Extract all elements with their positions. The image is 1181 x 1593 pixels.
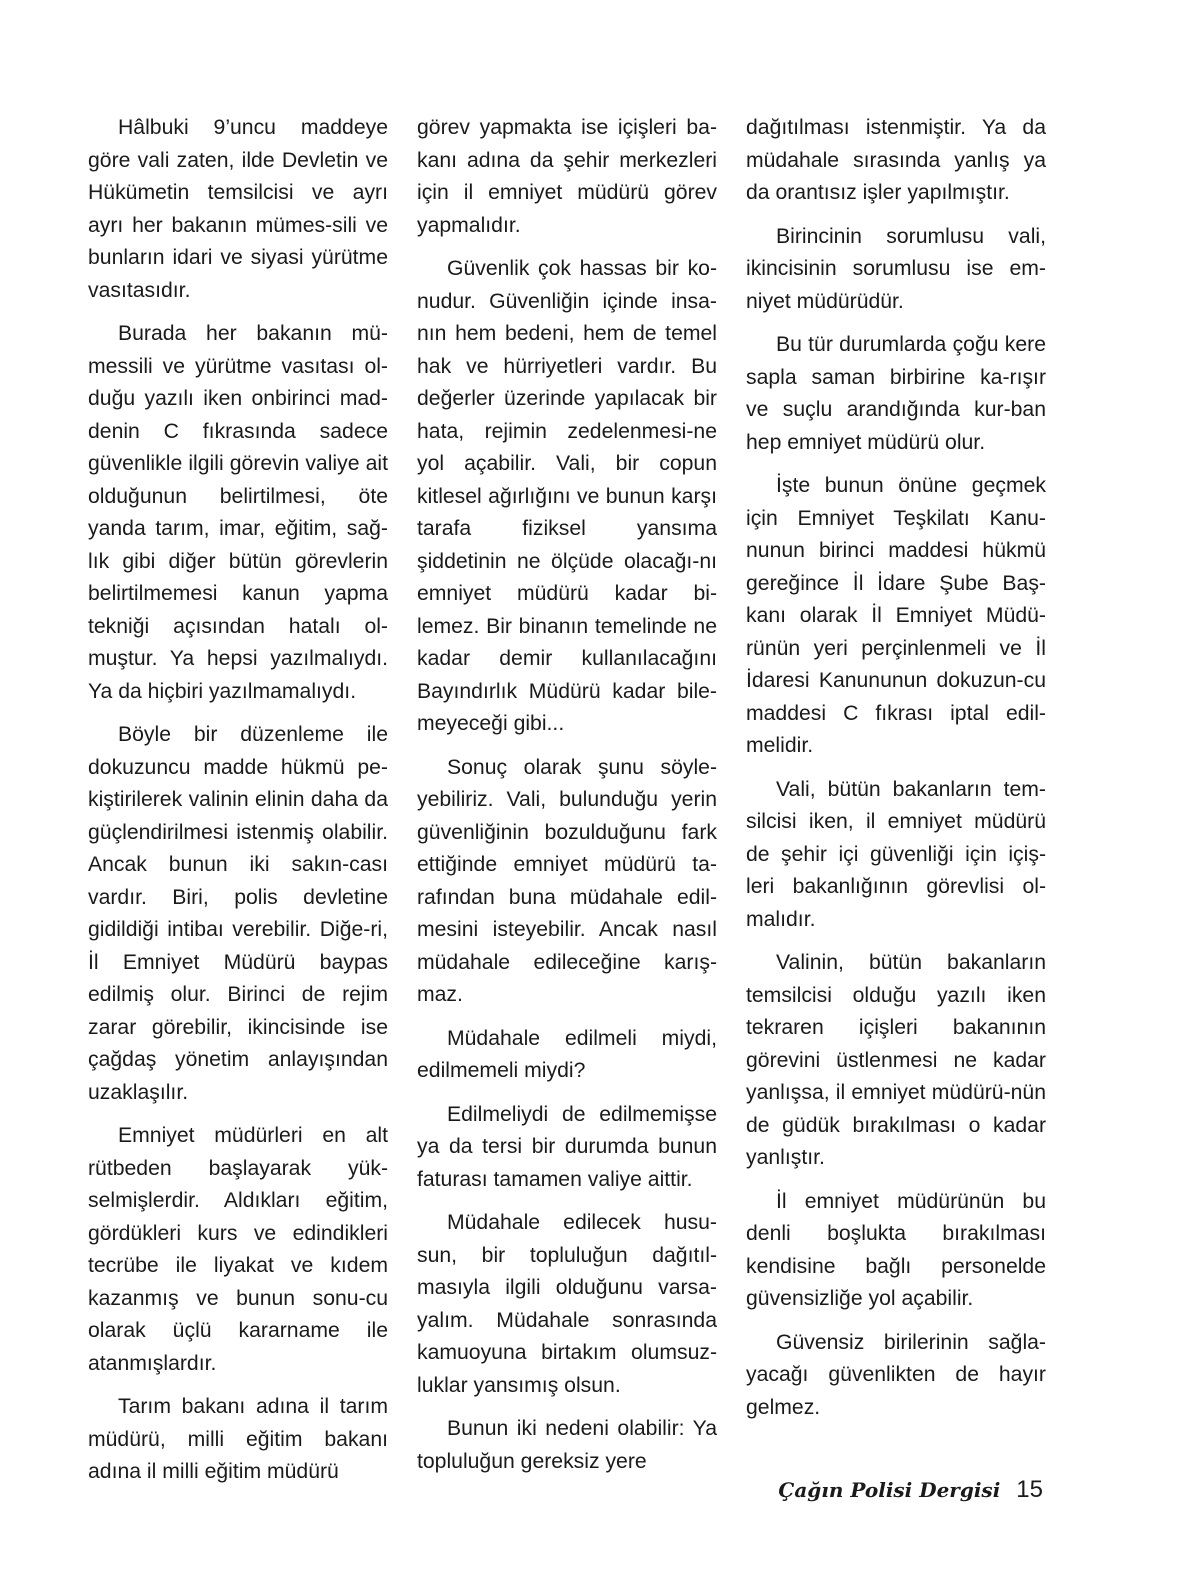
paragraph: İl emniyet müdürünün bu denli boşlukta bırakılması kendisine bağlı personelde güvensizliğe yol açabilir. [746,1189,1046,1310]
paragraph-continued: dağıtılması istenmiştir. Ya da müdahale sırasında yanlış ya da orantısız işler yapılmıştır. [746,116,1046,204]
text-column-1 [88,112,388,1500]
paragraph: Birincinin sorumlusu vali, ikincisinin sorumlusu ise em-niyet müdürüdür. [746,224,1046,313]
paragraph: Müdahale edilecek husu-sun, bir topluluğun dağıtıl-masıyla ilgili olduğunu varsa-yalım. Müdahale sonrasında kamuoyuna birtakım olumsuz-luklar yansımış olsun. [417,1211,717,1397]
paragraph: Vali, bütün bakanların tem-silcisi iken, il emniyet müdürü de şehir içi güvenliği için içiş-leri bakanlığının görevlisi ol-malıdır. [746,777,1046,931]
text-column-2 [417,112,717,1489]
paragraph: Bu tür durumlarda çoğu kere sapla saman birbirine ka-rışır ve suçlu arandığında kur-ban hep emniyet müdürü olur. [746,333,1046,454]
paragraph: Güvenlik çok hassas bir ko-nudur. Güvenliğin içinde insa-nın hem bedeni, hem de temel hak ve hürriyetleri vardır. Bu değerler üzerinde yapılacak bir hata, rejimin zedelenmesi-ne yol açabilir. Vali, bir copun kitlesel ağırlığını ve bunun karşı tarafa fiziksel yansıma şiddetinin ne ölçüde olacağı-nı emniyet müdürü kadar bi-lemez. Bir binanın temelinde ne kadar demir kullanılacağını Bayındırlık Müdürü kadar bile-meyeceği gibi... [417,257,717,735]
paragraph: Valinin, bütün bakanların temsilcisi olduğu yazılı iken tekraren içişleri bakanının görevini üstlenmesi ne kadar yanlışsa, il emniyet müdürü-nün de güdük bırakılması o kadar yanlıştır. [746,951,1046,1169]
paragraph: Burada her bakanın mü-messili ve yürütme vasıtası ol-duğu yazılı iken onbirinci mad-denin C fıkrasında sadece güvenlikle ilgili görevin valiye ait olduğunun belirtilmesi, öte yanda tarım, imar, eğitim, sağ-lık gibi diğer bütün görevlerin belirtilmemesi kanun yapma tekniği açısından hatalı ol-muştur. Ya hepsi yazılmalıydı. Ya da hiçbiri yazılmamalıydı. [88,322,388,703]
paragraph: Tarım bakanı adına il tarım müdürü, milli eğitim bakanı adına il milli eğitim müdürü [88,1395,388,1483]
paragraph-continued: görev yapmakta ise içişleri ba-kanı adına da şehir merkezleri için il emniyet müdürü görev yapmalıdır. [417,116,717,237]
paragraph: Sonuç olarak şunu söyle-yebiliriz. Vali, bulunduğu yerin güvenliğinin bozulduğunu fark ettiğinde emniyet müdürü ta-rafından buna müdahale edil-mesini isteyebilir. Ancak nasıl müdahale edileceğine karış-maz. [417,755,717,1006]
paragraph: Müdahale edilmeli miydi, edilmemeli miydi? [417,1026,717,1082]
paragraph: Emniyet müdürleri en alt rütbeden başlayarak yük-selmişlerdir. Aldıkları eğitim, gördükleri kurs ve edindikleri tecrübe ile liyakat ve kıdem kazanmış ve bunun sonu-cu olarak üçlü kararname ile atanmışlardır. [88,1124,388,1375]
paragraph: Hâlbuki 9’uncu maddeye göre vali zaten, ilde Devletin ve Hükümetin temsilcisi ve ayrı ayrı her bakanın mümes-sili ve bunların idari ve siyasi yürütme vasıtasıdır. [88,116,388,302]
page-footer [778,1476,1043,1504]
paragraph: Bunun iki nedeni olabilir: Ya topluluğun gereksiz yere [417,1417,717,1473]
paragraph: Edilmeliydi de edilmemişse ya da tersi bir durumda bunun faturası tamamen valiye aittir. [417,1102,717,1191]
page-number: 15 [1016,1476,1043,1503]
magazine-name: Çağın Polisi Dergisi [778,1478,1001,1502]
paragraph: Güvensiz birilerinin sağla-yacağı güvenlikten de hayır gelmez. [746,1330,1046,1419]
paragraph: İşte bunun önüne geçmek için Emniyet Teşkilatı Kanu-nunun birinci maddesi hükmü gereğince İl İdare Şube Baş-kanı olarak İl Emniyet Müdü-rünün yeri perçinlenmeli ve İl İdaresi Kanununun dokuzun-cu maddesi C fıkrası iptal edil-melidir. [746,474,1046,757]
text-column-3 [746,112,1046,1435]
paragraph: Böyle bir düzenleme ile dokuzuncu madde hükmü pe-kiştirilerek valinin elinin daha da güçlendirilmesi istenmiş olabilir. Ancak bunun iki sakın-cası vardır. Biri, polis devletine gidildiği intibaı verebilir. Diğe-ri, İl Emniyet Müdürü baypas edilmiş olur. Birinci de rejim zarar görebilir, ikincisinde ise çağdaş yönetim anlayışından uzaklaşılır. [88,723,388,1104]
